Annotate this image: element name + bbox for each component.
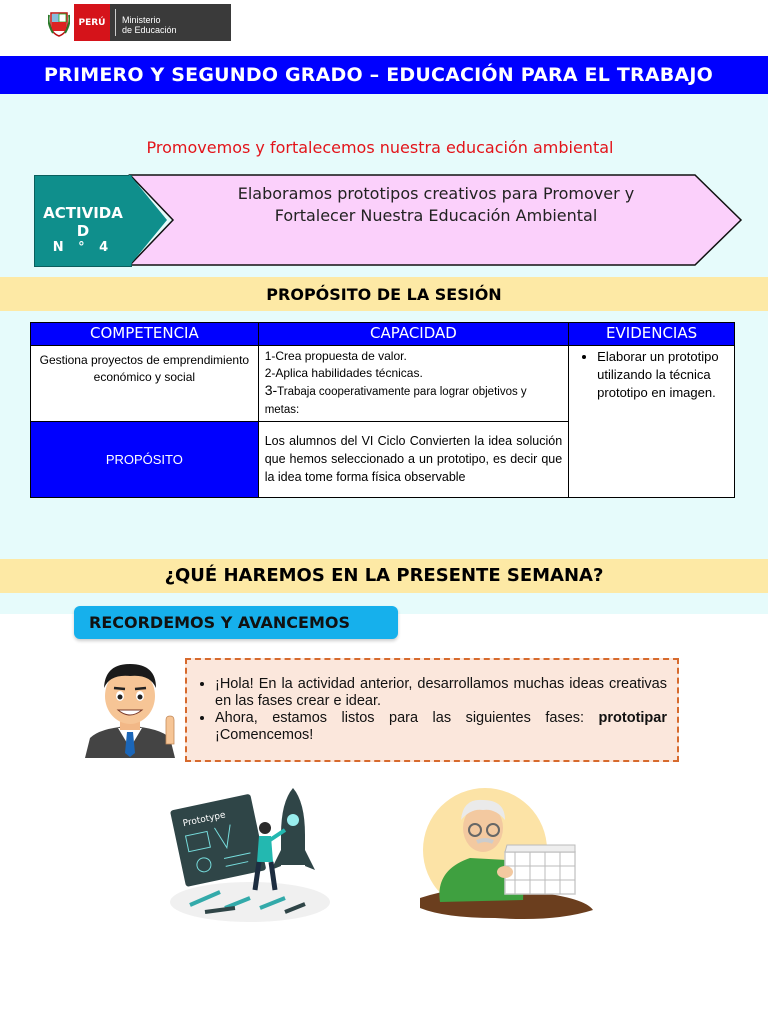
elderly-man-model-illustration bbox=[415, 780, 595, 925]
activity-box-point bbox=[129, 175, 169, 265]
purpose-heading: PROPÓSITO DE LA SESIÓN bbox=[266, 285, 502, 304]
coat-of-arms-icon bbox=[44, 4, 74, 41]
competency-table bbox=[30, 322, 735, 498]
capacidad-3-number: 3- bbox=[264, 382, 278, 398]
week-heading: ¿QUÉ HAREMOS EN LA PRESENTE SEMANA? bbox=[164, 565, 604, 586]
board-label: Prototype bbox=[181, 810, 227, 830]
speech-bullet-2-text: Ahora, estamos listos para las siguientes fases: bbox=[215, 710, 599, 726]
ministry-line1: Ministerio bbox=[122, 15, 161, 25]
ministry-name bbox=[115, 9, 177, 36]
title-bar bbox=[0, 56, 768, 94]
speech-box bbox=[185, 658, 679, 762]
recordemos-pill bbox=[74, 606, 398, 639]
subtitle: Promovemos y fortalecemos nuestra educación ambiental bbox=[146, 138, 614, 157]
activity-number-box bbox=[34, 175, 132, 267]
speech-bullet-2 bbox=[215, 710, 667, 744]
activity-label-line2: D bbox=[76, 222, 90, 240]
speech-bullet-2-end: ¡Comencemos! bbox=[215, 727, 314, 743]
prototype-board-illustration bbox=[165, 780, 335, 925]
page-title: PRIMERO Y SEGUNDO GRADO – EDUCACIÓN PARA EL TRABAJO bbox=[44, 64, 713, 86]
purpose-heading-band bbox=[0, 277, 768, 311]
column-header-capacidad: CAPACIDAD bbox=[258, 323, 568, 346]
evidencia-item: • Elaborar un prototipo utilizando la técnica prototipo en imagen. bbox=[597, 348, 728, 402]
activity-label-line1: ACTIVIDA bbox=[43, 204, 123, 222]
column-header-evidencias: EVIDENCIAS bbox=[569, 323, 735, 346]
column-header-competencia: COMPETENCIA bbox=[31, 323, 259, 346]
speech-bullet-1: • ¡Hola! En la actividad anterior, desarrollamos muchas ideas creativas en las fases crear e idear. bbox=[215, 676, 667, 710]
capacidad-3-text: Trabaja cooperativamente para lograr objetivos y metas: bbox=[264, 386, 527, 416]
activity-title-line1: Elaboramos prototipos creativos para Promover y bbox=[237, 184, 635, 203]
evidencias-cell bbox=[569, 346, 735, 498]
activity-number: N ° 4 bbox=[52, 240, 114, 255]
activity-title bbox=[200, 183, 672, 227]
week-heading-band bbox=[0, 559, 768, 593]
peru-label: PERÚ bbox=[74, 4, 110, 41]
capacidad-cell bbox=[258, 346, 568, 422]
proposito-text: Los alumnos del VI Ciclo Convierten la idea solución que hemos seleccionado a un prototipo, es decir que la idea tome forma física observable bbox=[258, 422, 568, 498]
capacidad-2: 2-Aplica habilidades técnicas. bbox=[264, 366, 423, 380]
ministry-line2: de Educación bbox=[122, 25, 177, 35]
proposito-label: PROPÓSITO bbox=[31, 422, 259, 498]
recordemos-label: RECORDEMOS Y AVANCEMOS bbox=[89, 613, 350, 632]
teacher-avatar bbox=[80, 658, 180, 758]
capacidad-3 bbox=[265, 382, 562, 419]
capacidad-1: 1-Crea propuesta de valor. bbox=[264, 349, 407, 363]
competencia-cell: Gestiona proyectos de emprendimiento económico y social bbox=[31, 346, 259, 422]
activity-title-line2: Fortalecer Nuestra Educación Ambiental bbox=[274, 206, 598, 225]
ministry-logo bbox=[44, 4, 231, 41]
speech-bullet-2-bold: prototipar bbox=[598, 710, 667, 726]
